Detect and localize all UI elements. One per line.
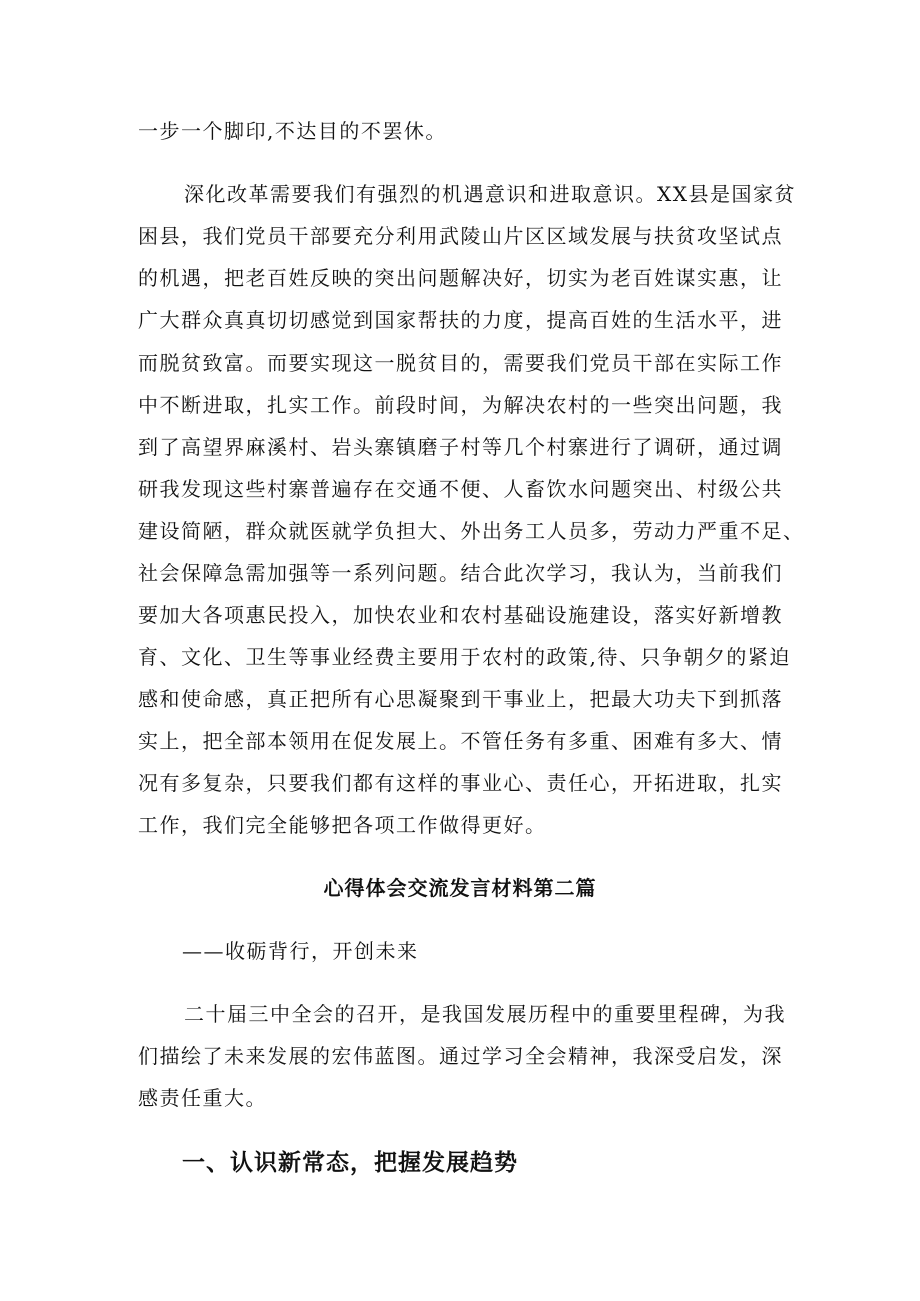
paragraph2-line: 二十届三中全会的召开，是我国发展历程中的重要里程碑，为我 <box>184 1002 786 1026</box>
paragraph1-line: 实上，把全部本领用在促发展上。不管任务有多重、困难有多大、情 <box>138 729 783 753</box>
paragraph2-line: 感责任重大。 <box>138 1086 267 1110</box>
paragraph1-line: 的机遇，把老百姓反映的突出问题解决好，切实为老百姓谋实惠，让 <box>138 266 783 290</box>
paragraph1-line: 况有多复杂，只要我们都有这样的事业心、责任心，开拓进取，扎实 <box>138 771 783 795</box>
paragraph1-line: 困县，我们党员干部要充分利用武陵山片区区域发展与扶贫攻坚试点 <box>138 224 783 248</box>
paragraph1-line: 感和使命感，真正把所有心思凝聚到干事业上，把最大功夫下到抓落 <box>138 687 783 711</box>
paragraph2-line: 们描绘了未来发展的宏伟蓝图。通过学习全会精神，我深受启发，深 <box>138 1044 783 1068</box>
subtitle: ——收砺背行，开创未来 <box>182 939 419 963</box>
paragraph1-line: 要加大各项惠民投入，加快农业和农村基础设施建设，落实好新增教 <box>138 603 783 627</box>
paragraph1-line: 到了高望界麻溪村、岩头寨镇磨子村等几个村寨进行了调研，通过调 <box>138 435 783 459</box>
heading-1: 一、认识新常态，把握发展趋势 <box>182 1150 518 1176</box>
paragraph1-line: 社会保障急需加强等一系列问题。结合此次学习，我认为，当前我们 <box>138 561 783 585</box>
paragraph1-line: 而脱贫致富。而要实现这一脱贫目的，需要我们党员干部在实际工作 <box>138 351 783 375</box>
paragraph1-line: 工作，我们完全能够把各项工作做得更好。 <box>138 813 547 837</box>
section-title: 心得体会交流发言材料第二篇 <box>323 876 597 900</box>
paragraph1-line: 研我发现这些村寨普遍存在交通不便、人畜饮水问题突出、村级公共 <box>138 477 783 501</box>
paragraph1-line: 深化改革需要我们有强烈的机遇意识和进取意识。XX县是国家贫 <box>184 182 796 206</box>
paragraph1-line: 育、文化、卫生等事业经费主要用于农村的政策,待、只争朝夕的紧迫 <box>138 645 791 669</box>
paragraph1-line: 广大群众真真切切感觉到国家帮扶的力度，提高百姓的生活水平，进 <box>138 308 783 332</box>
lead-line: 一步一个脚印,不达目的不罢休。 <box>138 119 447 143</box>
paragraph1-line: 中不断进取，扎实工作。前段时间，为解决农村的一些突出问题，我 <box>138 393 783 417</box>
paragraph1-line: 建设简陋，群众就医就学负担大、外出务工人员多，劳动力严重不足、 <box>138 519 805 543</box>
